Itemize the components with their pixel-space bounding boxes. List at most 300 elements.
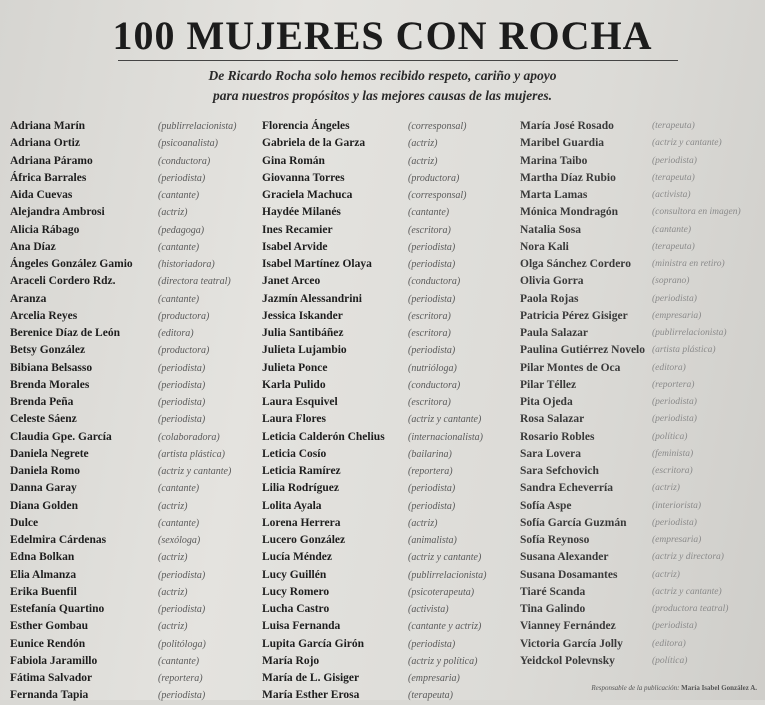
person-name: Pita Ojeda — [520, 396, 573, 408]
person-role: (animalista) — [408, 535, 457, 546]
person-role: (actriz y cantante) — [652, 138, 722, 149]
person-name: Lucy Guillén — [262, 568, 327, 581]
title-divider — [118, 60, 678, 61]
person-name: Bibiana Belsasso — [10, 361, 93, 374]
person-name: María Rojo — [262, 654, 320, 667]
person-name: Diana Golden — [10, 499, 79, 512]
list-item — [262, 170, 522, 187]
person-role: (cantante) — [158, 655, 200, 667]
person-role: (actriz) — [158, 207, 188, 219]
list-item — [262, 463, 522, 480]
person-name: Adriana Ortiz — [10, 137, 80, 150]
person-name: Nora Kali — [520, 240, 569, 253]
list-item — [10, 239, 265, 256]
person-name: Natalia Sosa — [520, 223, 582, 236]
person-name: Aida Cuevas — [10, 189, 73, 201]
person-role: (actriz) — [158, 552, 188, 564]
person-role: (escritora) — [408, 328, 451, 339]
list-item — [10, 429, 265, 446]
person-role: (politóloga) — [158, 638, 206, 650]
list-item — [10, 601, 265, 618]
person-role: (terapeuta) — [652, 121, 695, 131]
person-name: Betsy González — [10, 344, 86, 357]
list-item — [10, 515, 265, 532]
list-item — [520, 653, 765, 670]
list-item — [262, 239, 522, 256]
person-name: Rosa Salazar — [520, 413, 585, 426]
person-role: (actriz y directora) — [652, 552, 724, 563]
page-title: 100 MUJERES CON ROCHA — [112, 13, 653, 58]
list-item — [520, 618, 765, 635]
person-role: (sexóloga) — [158, 535, 201, 546]
list-item — [520, 429, 765, 446]
person-name: Alicia Rábago — [10, 223, 80, 236]
person-role: (interiorista) — [652, 500, 702, 511]
person-name: Graciela Machuca — [262, 189, 353, 201]
person-role: (psicoanalista) — [158, 138, 218, 150]
person-name: Esther Gombau — [10, 620, 89, 633]
list-item — [520, 170, 765, 187]
person-name: Giovanna Torres — [262, 171, 345, 184]
person-role: (soprano) — [652, 276, 690, 287]
list-item — [10, 153, 265, 170]
person-role: (productora) — [408, 172, 460, 184]
list-item — [262, 308, 522, 325]
list-item — [262, 532, 522, 549]
person-name: Karla Pulido — [262, 378, 326, 391]
person-name: Leticia Cosío — [262, 447, 327, 460]
person-role: (política) — [652, 431, 688, 442]
list-item — [262, 118, 522, 135]
list-item — [10, 584, 265, 601]
person-name: Fernanda Tapia — [10, 689, 89, 702]
person-name: Marina Taibo — [520, 154, 588, 167]
list-item — [520, 325, 765, 342]
list-item — [520, 446, 765, 463]
person-role: (actriz) — [652, 483, 680, 494]
person-name: Leticia Calderón Chelius — [262, 430, 385, 443]
person-name: Tina Galindo — [520, 603, 586, 615]
person-role: (internacionalista) — [408, 431, 483, 443]
person-role: (actriz y política) — [408, 655, 478, 667]
person-role: (cantante) — [408, 207, 450, 219]
names-column-3 — [520, 118, 765, 670]
person-role: (psicoterapeuta) — [408, 586, 475, 598]
person-name: Adriana Páramo — [10, 154, 93, 167]
person-name: Mónica Mondragón — [520, 206, 619, 219]
person-role: (corresponsal) — [408, 121, 467, 132]
person-role: (artista plástica) — [158, 448, 225, 460]
person-name: Paulina Gutiérrez Novelo — [520, 344, 645, 357]
list-item — [262, 187, 522, 204]
list-item — [262, 515, 522, 532]
person-role: (periodista) — [652, 517, 697, 528]
list-item — [520, 360, 765, 377]
person-role: (periodista) — [652, 414, 697, 425]
person-role: (conductora) — [408, 379, 461, 391]
list-item — [520, 342, 765, 359]
person-name: Susana Dosamantes — [520, 568, 618, 581]
list-item — [262, 394, 522, 411]
person-role: (reportera) — [158, 673, 203, 684]
person-name: Tiaré Scanda — [520, 585, 586, 598]
list-item — [520, 394, 765, 411]
person-role: (periodista) — [158, 362, 206, 374]
person-role: (escritora) — [652, 466, 693, 476]
person-role: (nutrióloga) — [408, 362, 457, 374]
list-item — [520, 636, 765, 653]
list-item — [10, 394, 265, 411]
person-name: Haydée Milanés — [262, 206, 341, 219]
person-role: (corresponsal) — [408, 190, 467, 201]
person-role: (empresaria) — [408, 673, 460, 684]
list-item — [262, 325, 522, 342]
list-item — [10, 187, 265, 204]
person-name: África Barrales — [10, 171, 87, 184]
subtitle-line-1: De Ricardo Rocha solo hemos recibido respeto, cariño y apoyo — [208, 68, 557, 83]
person-role: (política) — [652, 655, 688, 666]
person-role: (editora) — [158, 328, 194, 339]
person-name: Paula Salazar — [520, 327, 589, 339]
list-item — [520, 153, 765, 170]
person-name: Leticia Ramírez — [262, 465, 341, 477]
person-role: (reportera) — [652, 379, 695, 390]
person-name: Adriana Marín — [10, 120, 86, 132]
list-item — [520, 498, 765, 515]
person-name: Vianney Fernández — [520, 620, 616, 633]
person-name: María José Rosado — [520, 120, 614, 132]
person-name: Eunice Rendón — [10, 637, 86, 650]
person-name: Lucha Castro — [262, 603, 330, 615]
person-name: Julieta Ponce — [262, 361, 328, 374]
list-item — [262, 411, 522, 428]
person-name: Martha Díaz Rubio — [520, 171, 616, 184]
person-role: (activista) — [652, 190, 691, 200]
list-item — [520, 308, 765, 325]
list-item — [262, 291, 522, 308]
person-name: María de L. Gisiger — [262, 672, 360, 684]
person-name: Lupita García Girón — [262, 637, 365, 650]
person-role: (productora) — [158, 310, 210, 322]
list-item — [520, 135, 765, 152]
person-name: Lilia Rodríguez — [262, 482, 339, 495]
person-name: Pilar Montes de Oca — [520, 361, 621, 374]
person-name: Laura Esquivel — [262, 396, 338, 408]
person-role: (editora) — [652, 362, 686, 373]
person-name: Sofía García Guzmán — [520, 516, 627, 529]
person-role: (periodista) — [158, 172, 206, 184]
person-name: Marta Lamas — [520, 189, 588, 201]
person-role: (publirrelacionista) — [158, 121, 237, 132]
person-name: Jessica Iskander — [262, 309, 343, 322]
person-role: (periodista) — [408, 345, 456, 357]
person-role: (actriz) — [158, 621, 188, 633]
person-role: (cantante) — [158, 241, 200, 253]
person-name: Lucía Méndez — [262, 551, 332, 564]
person-role: (colaboradora) — [158, 431, 220, 443]
person-role: (cantante) — [158, 190, 200, 201]
list-item — [10, 463, 265, 480]
person-role: (periodista) — [408, 483, 456, 495]
person-role: (periodista) — [408, 293, 456, 305]
person-role: (empresaria) — [652, 535, 702, 545]
person-name: Fátima Salvador — [10, 672, 93, 684]
person-name: Sofía Reynoso — [520, 534, 590, 546]
list-item — [262, 480, 522, 497]
list-item — [262, 153, 522, 170]
person-name: Lolita Ayala — [262, 499, 322, 512]
person-role: (periodista) — [652, 397, 697, 407]
person-name: Florencia Ángeles — [262, 120, 350, 132]
person-name: Rosario Robles — [520, 430, 595, 443]
list-item — [520, 377, 765, 394]
list-item — [10, 308, 265, 325]
person-role: (periodista) — [158, 690, 206, 702]
list-item — [10, 567, 265, 584]
person-name: Alejandra Ambrosi — [10, 206, 105, 219]
list-item — [10, 498, 265, 515]
list-item — [10, 273, 265, 290]
person-role: (bailarina) — [408, 448, 452, 460]
list-item — [262, 498, 522, 515]
list-item — [10, 532, 265, 549]
list-item — [262, 342, 522, 359]
person-name: Gina Román — [262, 154, 325, 167]
person-role: (directora teatral) — [158, 276, 231, 288]
list-item — [10, 325, 265, 342]
person-role: (cantante) — [158, 293, 200, 305]
person-name: Paola Rojas — [520, 292, 579, 305]
list-item — [10, 342, 265, 359]
list-item — [520, 584, 765, 601]
person-name: Jazmín Alessandrini — [262, 292, 363, 305]
person-role: (terapeuta) — [652, 241, 695, 252]
person-role: (escritora) — [408, 224, 451, 236]
person-name: Ines Recamier — [262, 223, 333, 236]
list-item — [520, 515, 765, 532]
names-column-1 — [10, 118, 265, 705]
list-item — [520, 256, 765, 273]
person-role: (escritora) — [408, 310, 451, 322]
person-name: Brenda Morales — [10, 378, 90, 391]
list-item — [10, 411, 265, 428]
list-item — [10, 636, 265, 653]
credit-name: María Isabel González A. — [681, 684, 757, 692]
person-role: (activista) — [408, 604, 449, 615]
person-name: Luisa Fernanda — [262, 620, 341, 633]
person-name: María Esther Erosa — [262, 689, 360, 702]
person-name: Julia Santibáñez — [262, 327, 344, 339]
person-role: (periodista) — [158, 397, 206, 408]
person-role: (actriz) — [158, 586, 188, 598]
person-role: (actriz) — [652, 569, 680, 580]
list-item — [520, 463, 765, 480]
person-name: Araceli Cordero Rdz. — [10, 275, 116, 288]
list-item — [520, 532, 765, 549]
person-name: Sandra Echeverría — [520, 482, 613, 495]
person-role: (actriz) — [408, 138, 438, 150]
person-name: Gabriela de la Garza — [262, 137, 366, 150]
list-item — [262, 273, 522, 290]
list-item — [262, 377, 522, 394]
publication-credit — [591, 684, 757, 692]
list-item — [10, 549, 265, 566]
person-name: Olga Sánchez Cordero — [520, 258, 631, 270]
list-item — [262, 584, 522, 601]
person-name: Isabel Arvide — [262, 240, 328, 253]
person-name: Sara Sefchovich — [520, 465, 599, 477]
person-role: (cantante) — [158, 517, 200, 529]
person-name: Maribel Guardia — [520, 137, 605, 150]
list-item — [10, 204, 265, 221]
list-item — [262, 204, 522, 221]
person-role: (ministra en retiro) — [652, 259, 725, 269]
list-item — [262, 618, 522, 635]
person-role: (cantante y actriz) — [408, 621, 482, 633]
person-role: (publirrelacionista) — [652, 328, 727, 338]
person-name: Ángeles González Gamio — [10, 258, 133, 270]
list-item — [262, 360, 522, 377]
person-name: Lorena Herrera — [262, 516, 341, 529]
list-item — [520, 239, 765, 256]
list-item — [262, 567, 522, 584]
list-item — [262, 549, 522, 566]
person-name: Ana Díaz — [10, 240, 56, 253]
list-item — [10, 170, 265, 187]
person-name: Olivia Gorra — [520, 275, 584, 288]
person-role: (periodista) — [652, 155, 697, 166]
person-name: Berenice Díaz de León — [10, 327, 120, 339]
person-name: Sofía Aspe — [520, 499, 572, 512]
list-item — [520, 601, 765, 618]
person-name: Erika Buenfil — [10, 585, 77, 598]
person-role: (periodista) — [158, 414, 206, 426]
list-item — [10, 291, 265, 308]
person-role: (actriz) — [158, 500, 188, 512]
list-item — [10, 480, 265, 497]
list-item — [520, 187, 765, 204]
list-item — [262, 636, 522, 653]
list-item — [520, 222, 765, 239]
list-item — [262, 687, 522, 704]
person-name: Pilar Téllez — [520, 378, 577, 391]
person-role: (periodista) — [652, 293, 697, 304]
list-item — [520, 411, 765, 428]
person-role: (pedagoga) — [158, 224, 205, 236]
person-role: (periodista) — [408, 500, 456, 512]
person-name: Janet Arceo — [262, 275, 321, 288]
person-role: (actriz) — [408, 517, 438, 529]
person-name: Dulce — [10, 516, 39, 529]
person-role: (productora teatral) — [652, 604, 729, 614]
person-role: (artista plástica) — [652, 345, 716, 356]
person-role: (empresaria) — [652, 310, 702, 321]
subtitle-line-2: para nuestros propósitos y las mejores causas de las mujeres. — [212, 88, 553, 103]
person-name: Danna Garay — [10, 482, 77, 495]
list-item — [10, 446, 265, 463]
list-item — [262, 429, 522, 446]
person-name: Patricia Pérez Gisiger — [520, 309, 628, 322]
person-role: (actriz) — [408, 155, 438, 167]
list-item — [10, 360, 265, 377]
list-item — [10, 670, 265, 687]
person-role: (terapeuta) — [408, 690, 453, 702]
list-item — [262, 670, 522, 687]
list-item — [262, 256, 522, 273]
person-name: Edna Bolkan — [10, 551, 75, 564]
list-item — [10, 256, 265, 273]
list-item — [520, 118, 765, 135]
person-role: (periodista) — [408, 241, 456, 253]
person-role: (publirrelacionista) — [408, 569, 487, 581]
person-role: (cantante) — [158, 483, 200, 495]
person-role: (actriz y cantante) — [408, 414, 482, 426]
person-name: Daniela Romo — [10, 465, 80, 477]
person-role: (productora) — [158, 345, 210, 357]
list-item — [262, 446, 522, 463]
list-item — [520, 480, 765, 497]
list-item — [262, 135, 522, 152]
person-role: (actriz y cantante) — [408, 552, 482, 564]
person-role: (actriz y cantante) — [652, 586, 722, 597]
person-role: (actriz y cantante) — [158, 466, 232, 477]
person-name: Estefanía Quartino — [10, 603, 105, 615]
person-name: Daniela Negrete — [10, 447, 89, 460]
person-role: (conductora) — [408, 276, 461, 288]
credit-label: Responsable de la publicación: — [591, 684, 680, 692]
list-item — [10, 135, 265, 152]
list-item — [520, 549, 765, 566]
list-item — [10, 222, 265, 239]
person-name: Lucero González — [262, 534, 346, 546]
person-name: Celeste Sáenz — [10, 413, 77, 426]
list-item — [10, 653, 265, 670]
person-name: Claudia Gpe. García — [10, 430, 112, 443]
person-role: (editora) — [652, 638, 686, 649]
person-name: Aranza — [10, 292, 47, 305]
person-name: Julieta Lujambio — [262, 344, 347, 357]
person-role: (periodista) — [652, 621, 697, 632]
person-role: (cantante) — [652, 224, 692, 235]
person-name: Isabel Martínez Olaya — [262, 258, 372, 270]
person-role: (historiadora) — [158, 259, 215, 270]
list-item — [520, 273, 765, 290]
person-role: (escritora) — [408, 397, 451, 408]
person-name: Elia Almanza — [10, 568, 77, 581]
person-name: Edelmira Cárdenas — [10, 534, 107, 546]
person-name: Sara Lovera — [520, 447, 582, 460]
person-name: Arcelia Reyes — [10, 309, 78, 322]
person-name: Victoria García Jolly — [520, 637, 623, 650]
list-item — [520, 567, 765, 584]
person-name: Fabiola Jaramillo — [10, 654, 98, 667]
person-role: (feminista) — [652, 448, 694, 459]
list-item — [10, 118, 265, 135]
person-role: (periodista) — [158, 569, 206, 581]
list-item — [520, 204, 765, 221]
person-role: (periodista) — [408, 259, 456, 270]
list-item — [262, 601, 522, 618]
names-column-2 — [262, 118, 522, 705]
list-item — [262, 222, 522, 239]
person-name: Laura Flores — [262, 413, 326, 426]
list-item — [520, 291, 765, 308]
person-role: (periodista) — [158, 604, 206, 615]
person-name: Lucy Romero — [262, 585, 330, 598]
person-name: Brenda Peña — [10, 396, 74, 408]
list-item — [10, 687, 265, 704]
list-item — [10, 618, 265, 635]
